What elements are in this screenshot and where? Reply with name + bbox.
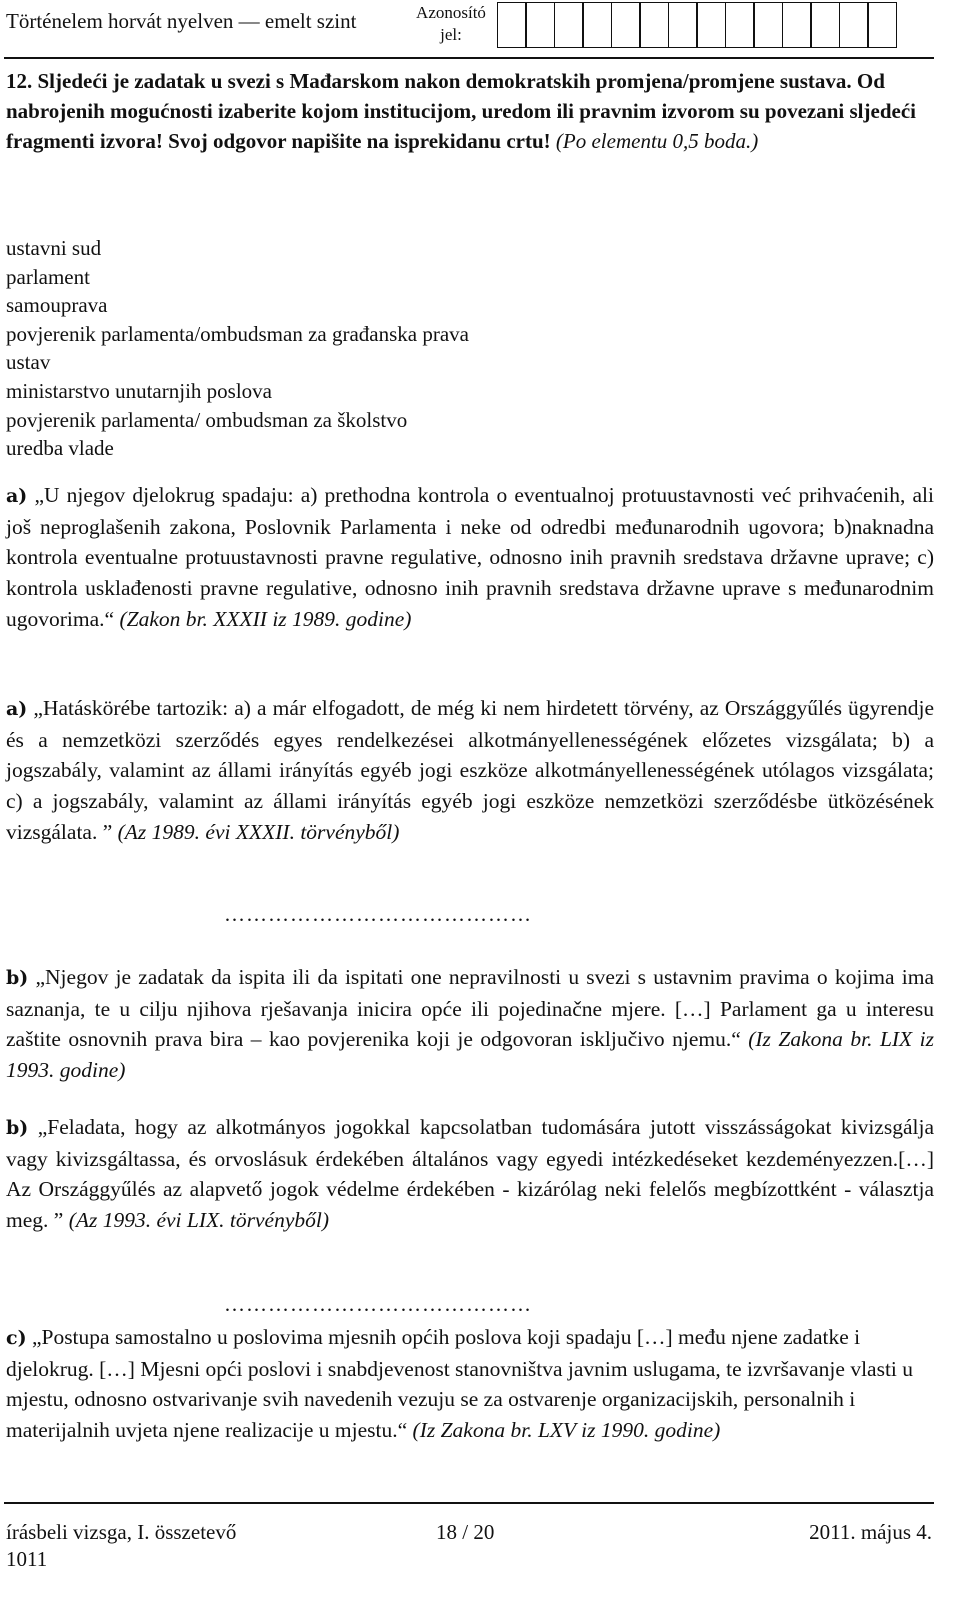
source-text: „Hatáskörébe tartozik: a) a már elfogadott, de még ki nem hirdetett törvény, az Országgyűlés ügyrendje és a nemzetközi szerződés egyes rendelkezései alkotmányellenességének előzetes vizsgálata; b) a jogszabály, valamint az állami irányítás egyéb jogi eszköze alkotmányellenességének utólagos vizsgálata; c) a jogszabály, valamint az állami irányítás egyéb jogi eszköze nemzetközi szerződésbe ütközésének vizsgálata. ” [6, 696, 935, 844]
answer-line-b[interactable]: …………………………………… [224, 1292, 532, 1316]
header-title: Történelem horvát nyelven — emelt szint [6, 9, 357, 33]
id-digit-box[interactable] [554, 2, 584, 48]
id-digit-box[interactable] [867, 2, 897, 48]
source-label: a) [6, 485, 28, 507]
id-digit-box[interactable] [497, 2, 527, 48]
source-label: c) [6, 1327, 27, 1349]
id-label: Azonosító jel: [416, 3, 486, 44]
question-text [6, 66, 934, 156]
source-citation: (Az 1989. évi XXXII. törvényből) [117, 819, 400, 844]
footer-exam-info: írásbeli vizsga, I. összetevő [6, 1520, 237, 1544]
source-citation: (Iz Zakona br. LXV iz 1990. godine) [412, 1418, 721, 1443]
option-item: ustav [6, 350, 51, 375]
id-digit-box[interactable] [725, 2, 755, 48]
id-digit-box[interactable] [668, 2, 698, 48]
option-item: ministarstvo unutarnjih poslova [6, 378, 272, 403]
source-a-croatian [6, 480, 934, 635]
question-instructions: 12. Sljedeći je zadatak u svezi s Mađarskom nakon demokratskih promjena/promjene sustava. Od nabrojenih mogućnosti izaberite kojom institucijom, uredom ili pravnim izvorom su povezani sljedeći fragmenti izvora! Svoj odgovor napišite na isprekidanu crtu! [6, 69, 916, 153]
id-digit-box[interactable] [525, 2, 555, 48]
id-digit-box[interactable] [810, 2, 840, 48]
source-label: a) [6, 698, 28, 720]
option-item: ustavni sud [6, 236, 102, 260]
source-text: „Feladata, hogy az alkotmányos jogokkal kapcsolatban tudomására jutott visszásságokat kivizsgálja vagy kivizsgáltassa, és orvoslásuk érdekében általános vagy egyedi intézkedéseket kezdeményezzen.[…] Az Országgyűlés az alapvető jogok védelme érdekében - kizárólag neki felelős megbízottként - választja meg. ” [6, 1115, 934, 1233]
source-a-hungarian [6, 693, 934, 848]
option-item: uredba vlade [6, 436, 114, 461]
id-digit-box[interactable] [639, 2, 669, 48]
source-citation: (Zakon br. XXXII iz 1989. godine) [119, 606, 412, 631]
source-citation: (Az 1993. évi LIX. törvényből) [68, 1208, 330, 1233]
id-boxes [498, 2, 897, 48]
id-digit-box[interactable] [839, 2, 869, 48]
id-digit-box[interactable] [611, 2, 641, 48]
points-note: (Po elementu 0,5 boda.) [555, 129, 759, 153]
option-item: samouprava [6, 293, 108, 318]
source-label: b) [6, 1117, 29, 1139]
source-citation: (Iz Zakona br. LIX iz 1993. godine) [6, 1027, 934, 1083]
header-divider [4, 57, 934, 59]
id-digit-box[interactable] [696, 2, 726, 48]
source-text: „Postupa samostalno u poslovima mjesnih općih poslova koji spadaju […] među njene zadatke i djelokrug. […] Mjesni opći poslovi i snabdjevenost stanovništva javnim uslugama, te izvršavanje vlasti u mjestu, odnosno ostvarivanje svih navedenih vezuju se za ostvarenje organizacijskih, personalnih i materijalnih uvjeta njene realizacije u mjestu.“ [6, 1325, 914, 1443]
id-digit-box[interactable] [782, 2, 812, 48]
footer-date: 2011. május 4. [809, 1520, 932, 1544]
option-item: povjerenik parlamenta/ombudsman za građanska prava [6, 321, 469, 346]
id-digit-box[interactable] [582, 2, 612, 48]
option-item: parlament [6, 264, 90, 289]
options-list [6, 234, 469, 463]
page-number: 18 / 20 [436, 1520, 495, 1544]
source-text: „Njegov je zadatak da ispita ili da ispitati one nepravilnosti u svezi s ustavnim pravima o kojima ima saznanja, te u cilju njihova rješavanja inicira opće ili pojedinačne mjere. […] Parlament ga u interesu zaštite osnovnih prava bira – kao povjerenika koji je odgovoran isključivo njemu.“ [6, 965, 934, 1052]
source-label: b) [6, 967, 29, 989]
option-item: povjerenik parlamenta/ ombudsman za školstvo [6, 407, 408, 432]
footer-code: 1011 [6, 1547, 48, 1571]
id-digit-box[interactable] [753, 2, 783, 48]
source-b-croatian [6, 962, 934, 1086]
source-text: „U njegov djelokrug spadaju: a) prethodna kontrola o eventualnoj protuustavnosti već prihvaćenih, ali još neproglašenih zakona, Poslovnik Parlamenta i neke od odredbi međunarodnih ugovora; b)naknadna kontrola eventualne protuustavnosti pravne regulative, odnosno inih pravnih sredstava državne uprave; c) kontrola usklađenosti pravne regulative, odnosno inih pravnih sredstava državne uprave s međunarodnim ugovorima.“ [6, 483, 934, 631]
answer-line-a[interactable]: …………………………………… [224, 902, 532, 926]
source-b-hungarian [6, 1112, 934, 1236]
source-c-croatian [6, 1322, 934, 1446]
footer-divider [4, 1502, 934, 1504]
